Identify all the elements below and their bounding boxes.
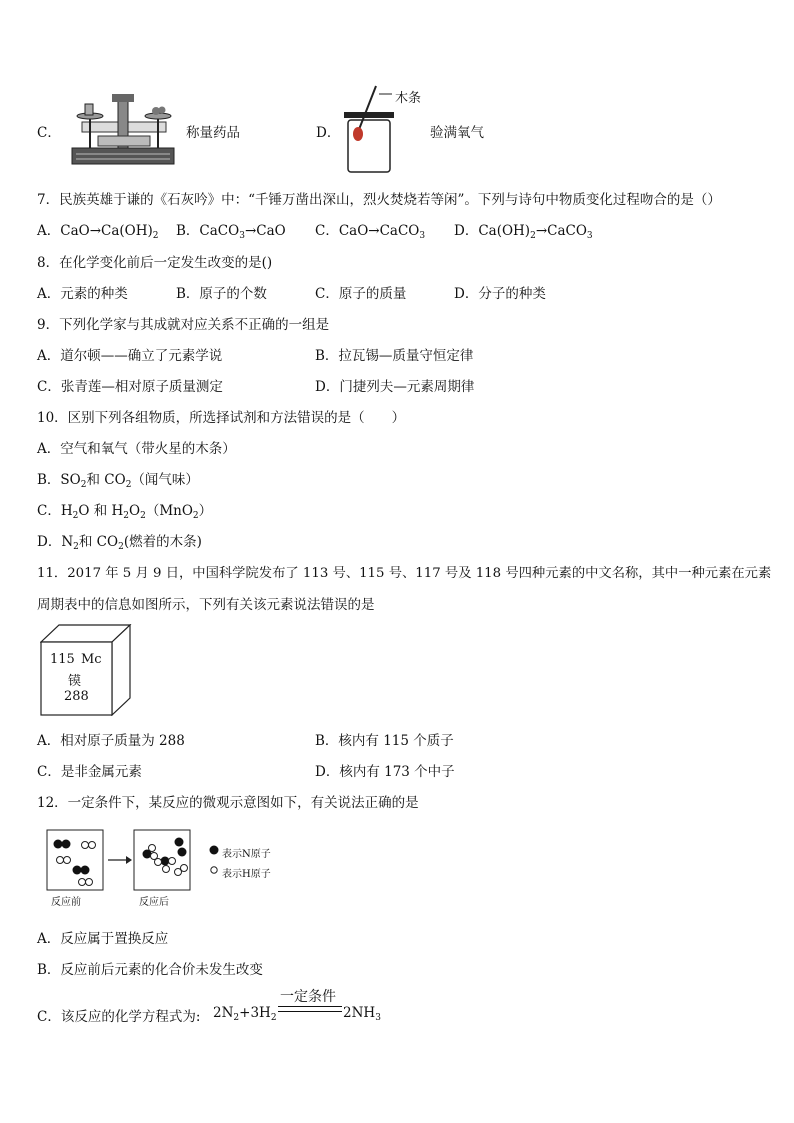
q10-stem: 10．区别下列各组物质，所选择试剂和方法错误的是（ ）: [37, 410, 406, 426]
q10-option-b: B．$SO_2$和 $CO_2$（闻气味）: [37, 472, 199, 490]
element-symbol: Mc: [81, 652, 102, 667]
q11-stem-line1: 11．2017 年 5 月 9 日，中国科学院发布了 113 号、115 号、117 号及 118 号四种元素的中文名称，其中一种元素在元素: [37, 566, 772, 581]
q7-option-a: A．$CaO\to Ca(OH)_2$: [37, 223, 159, 241]
equals-double-line: [278, 1006, 342, 1012]
q7-stem: 7．民族英雄于谦的《石灰吟》中：“千锤万凿出深山，烈火焚烧若等闲”。下列与诗句中物质变化过程吻合的是（）: [37, 192, 721, 208]
q8-option-b: B．原子的个数: [176, 286, 267, 302]
q9-option-d: D．门捷列夫—元素周期律: [315, 379, 475, 395]
q6-option-c-label: C．: [37, 125, 61, 141]
q11-option-a: A．相对原子质量为 288: [37, 733, 185, 749]
q9-option-a: A．道尔顿——确立了元素学说: [37, 348, 223, 364]
q11-option-b: B．核内有 115 个质子: [315, 733, 454, 749]
q12-option-c-prefix: C．该反应的化学方程式为:: [37, 1009, 201, 1025]
q7-option-c: C．CaO→CaCO$_3$: [315, 223, 426, 241]
q10-option-a: A．空气和氧气（带火星的木条）: [37, 441, 236, 457]
q12-option-c-product: $2NH_3$: [343, 1005, 381, 1023]
q9-option-b: B．拉瓦锡—质量守恒定律: [315, 348, 474, 364]
legend-n-atom: 表示N原子: [222, 849, 271, 860]
after-label: 反应后: [139, 897, 169, 908]
q10-option-c: C．$H_2O$ 和 $H_2O_2(MnO_2)$: [37, 503, 213, 521]
element-atomic-number: 115: [50, 652, 75, 667]
element-name: 镆: [68, 674, 82, 689]
q11-stem-line2: 周期表中的信息如图所示，下列有关该元素说法错误的是: [37, 597, 375, 613]
before-label: 反应前: [51, 897, 81, 908]
element-mass: 288: [64, 689, 89, 704]
q9-stem: 9．下列化学家与其成就对应关系不正确的一组是: [37, 317, 330, 333]
q6-option-d-label: D．: [316, 125, 341, 141]
q10-option-d: D．$N_2$和 $CO_2$(燃着的木条): [37, 534, 202, 552]
reaction-condition: 一定条件: [280, 989, 336, 1005]
splint-label: 木条: [395, 91, 422, 106]
q8-stem: 8．在化学变化前后一定发生改变的是(): [37, 255, 273, 271]
q8-option-d: D．分子的种类: [454, 286, 546, 302]
q12-stem: 12．一定条件下，某反应的微观示意图如下，有关说法正确的是: [37, 795, 419, 811]
q11-option-d: D．核内有 173 个中子: [315, 764, 455, 780]
q7-option-d: D．$Ca(OH)_2\to CaCO_3$: [454, 223, 593, 241]
q6-option-d-caption: 验满氧气: [430, 125, 484, 141]
q12-option-c-reactants: $2N_2+3H_2$: [213, 1005, 277, 1023]
q8-option-a: A．元素的种类: [37, 286, 128, 302]
reaction-micro-diagram: [44, 828, 284, 894]
q11-option-c: C．是非金属元素: [37, 764, 142, 780]
legend-h-atom: 表示H原子: [222, 869, 271, 880]
q12-option-b: B．反应前后元素的化合价未发生改变: [37, 962, 263, 978]
q12-option-a: A．反应属于置换反应: [37, 931, 169, 947]
q9-option-c: C．张青莲—相对原子质量测定: [37, 379, 223, 395]
balance-scale-icon: [68, 92, 178, 168]
q6-option-c-caption: 称量药品: [186, 125, 240, 141]
q7-option-b: B．CaCO$_3$→CaO: [176, 223, 286, 241]
q8-option-c: C．原子的质量: [315, 286, 407, 302]
